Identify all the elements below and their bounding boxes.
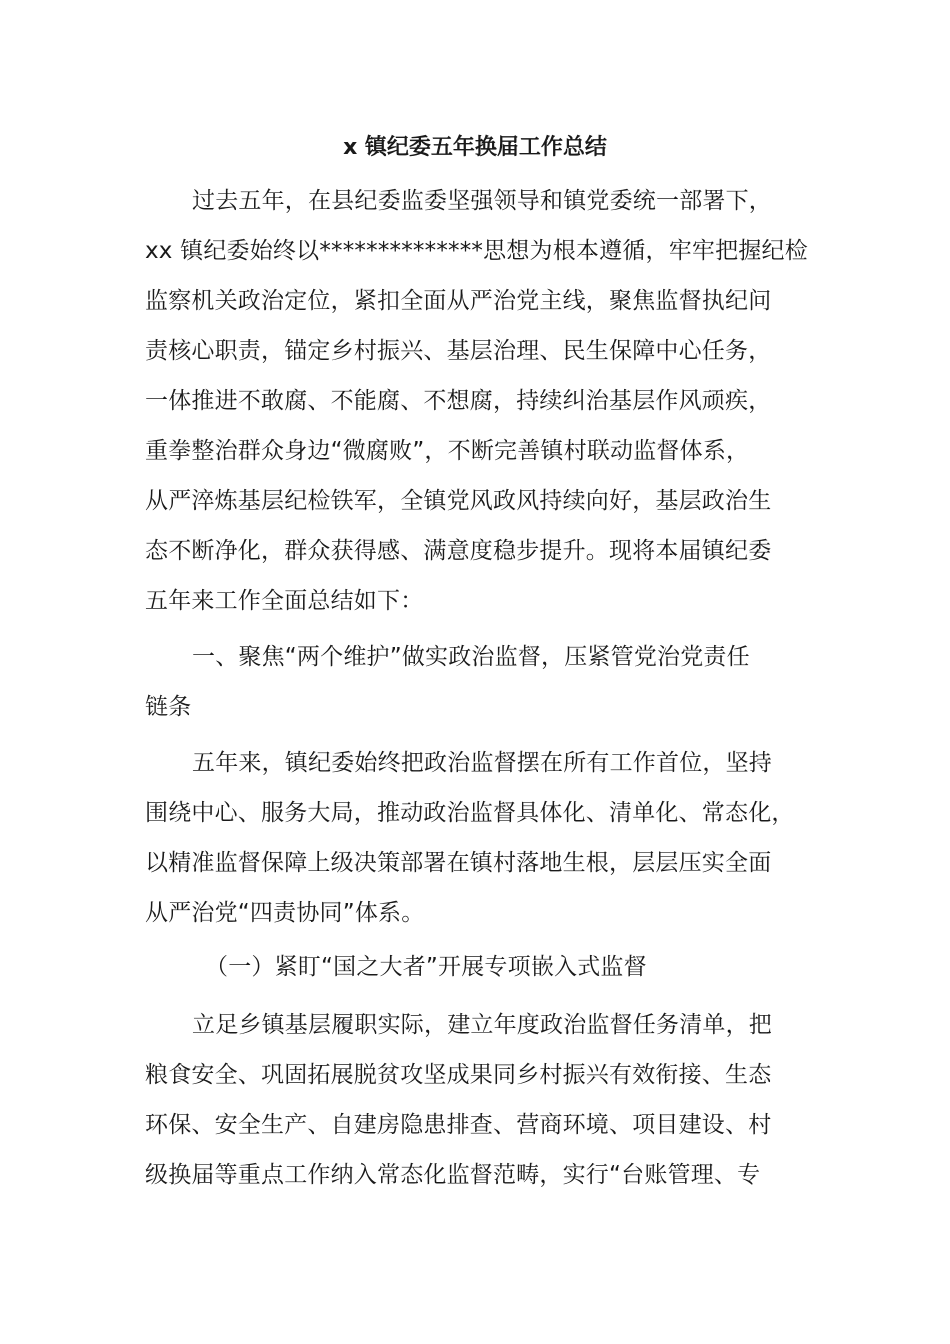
paragraph-section-1 bbox=[145, 738, 810, 938]
text-line: 链条 bbox=[145, 694, 192, 720]
paragraph-intro bbox=[145, 176, 810, 626]
text-line: 五年来工作全面总结如下： bbox=[145, 588, 424, 614]
text-line: 态不断净化，群众获得感、满意度稳步提升。现将本届镇纪委 bbox=[145, 538, 772, 564]
subsection-heading-1 bbox=[145, 942, 810, 992]
text-line: 环保、安全生产、自建房隐患排查、营商环境、项目建设、村 bbox=[145, 1112, 772, 1138]
text-line: 监察机关政治定位，紧扣全面从严治党主线，聚焦监督执纪问 bbox=[145, 288, 772, 314]
paragraph-subsection-1 bbox=[145, 1000, 810, 1200]
text-line: 五年来，镇纪委始终把政治监督摆在所有工作首位，坚持 bbox=[192, 750, 772, 776]
text-line: 级换届等重点工作纳入常态化监督范畴，实行“台账管理、专 bbox=[145, 1162, 761, 1188]
text-line: 围绕中心、服务大局，推动政治监督具体化、清单化、常态化， bbox=[145, 800, 795, 826]
text-line: 责核心职责，锚定乡村振兴、基层治理、民生保障中心任务， bbox=[145, 338, 772, 364]
document-title: x 镇纪委五年换届工作总结 bbox=[343, 135, 607, 160]
text-line: 一体推进不敢腐、不能腐、不想腐，持续纠治基层作风顽疾， bbox=[145, 388, 772, 414]
text-line: xx 镇纪委始终以**************思想为根本遵循，牢牢把握纪检 bbox=[145, 238, 808, 264]
section-heading-1 bbox=[145, 632, 810, 732]
text-line: 一、聚焦“两个维护”做实政治监督，压紧管党治党责任 bbox=[192, 644, 750, 670]
text-line: （一）紧盯“国之大者”开展专项嵌入式监督 bbox=[205, 954, 647, 980]
text-line: 粮食安全、巩固拓展脱贫攻坚成果同乡村振兴有效衔接、生态 bbox=[145, 1062, 772, 1088]
text-line: 从严治党“四责协同”体系。 bbox=[145, 900, 425, 926]
text-line: 过去五年，在县纪委监委坚强领导和镇党委统一部署下， bbox=[192, 188, 772, 214]
text-line: 重拳整治群众身边“微腐败”，不断完善镇村联动监督体系， bbox=[145, 438, 750, 464]
text-line: 以精准监督保障上级决策部署在镇村落地生根，层层压实全面 bbox=[145, 850, 772, 876]
text-line: 从严淬炼基层纪检铁军，全镇党风政风持续向好，基层政治生 bbox=[145, 488, 772, 514]
text-line: 立足乡镇基层履职实际，建立年度政治监督任务清单，把 bbox=[192, 1012, 772, 1038]
